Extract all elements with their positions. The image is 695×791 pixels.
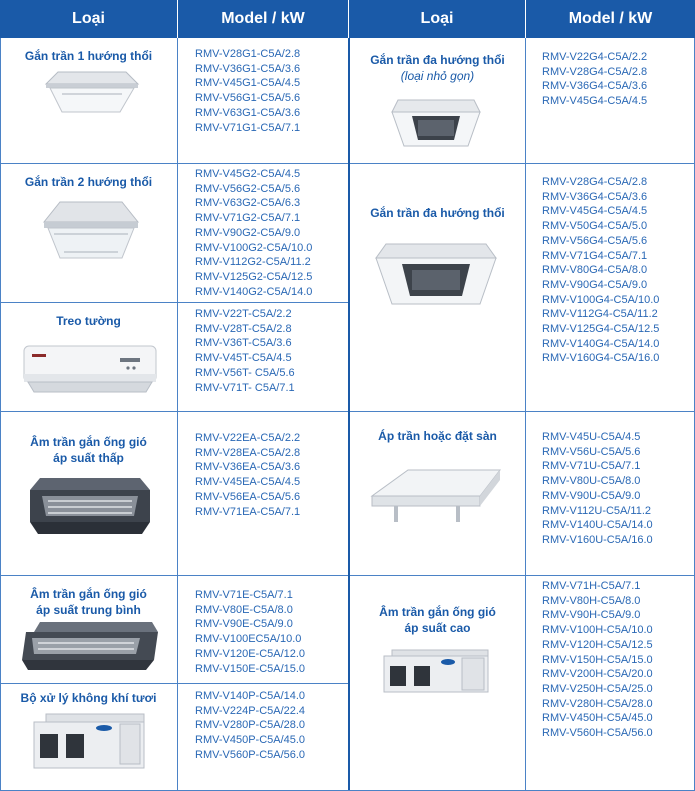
model-item: RMV-V140G2-C5A/14.0 [195, 285, 313, 298]
model-item: RMV-V450P-C5A/45.0 [195, 734, 306, 747]
model-list [195, 47, 300, 135]
unit-type-name: Âm trần gắn ống gió áp suất thấp [30, 435, 147, 465]
model-item: RMV-V112G2-C5A/11.2 [195, 256, 311, 269]
model-item: RMV-V56G2-C5A/5.6 [195, 182, 301, 195]
model-item: RMV-V50G4-C5A/5.0 [542, 220, 648, 233]
model-item: RMV-V36G4-C5A/3.6 [542, 80, 648, 93]
model-list [195, 689, 305, 763]
model-item: RMV-V71G1-C5A/7.1 [195, 121, 301, 134]
model-item: RMV-V45G2-C5A/4.5 [195, 168, 301, 180]
header-type-right: Loại [349, 0, 525, 38]
model-item: RMV-V56G4-C5A/5.6 [542, 234, 648, 247]
model-item: RMV-V28EA-C5A/2.8 [195, 446, 301, 459]
unit-type-name [350, 52, 525, 84]
model-item: RMV-V112U-C5A/11.2 [542, 504, 652, 517]
ceiling-floor-unit-icon [368, 466, 504, 526]
model-item: RMV-V140G4-C5A/14.0 [542, 337, 660, 350]
model-item: RMV-V22T-C5A/2.2 [195, 308, 292, 320]
model-list [195, 307, 295, 395]
wall-mounted-unit-icon [22, 344, 158, 396]
model-item: RMV-V80G4-C5A/8.0 [542, 264, 648, 277]
model-item: RMV-V100H-C5A/10.0 [542, 624, 653, 637]
model-item: RMV-V36G4-C5A/3.6 [542, 190, 648, 203]
cassette-unit-icon [372, 240, 500, 308]
model-item: RMV-V45T-C5A/4.5 [195, 352, 292, 365]
model-item: RMV-V56U-C5A/5.6 [542, 445, 641, 458]
model-item: RMV-V28G4-C5A/2.8 [542, 65, 648, 78]
unit-type-name: Bộ xử lý không khí tươi [20, 691, 157, 705]
model-item: RMV-V71E-C5A/7.1 [195, 589, 293, 601]
model-item: RMV-V71EA-C5A/7.1 [195, 505, 301, 518]
unit-type-name: Gắn trần 1 hướng thổi [24, 49, 153, 63]
model-item: RMV-V56G1-C5A/5.6 [195, 92, 301, 105]
model-item: RMV-V45U-C5A/4.5 [542, 431, 641, 443]
model-item: RMV-V280P-C5A/28.0 [195, 719, 306, 732]
model-item: RMV-V22G4-C5A/2.2 [542, 51, 648, 63]
model-item: RMV-V125G2-C5A/12.5 [195, 270, 313, 283]
model-item: RMV-V28G4-C5A/2.8 [542, 176, 648, 188]
model-item: RMV-V112G4-C5A/11.2 [542, 308, 658, 321]
model-item: RMV-V224P-C5A/22.4 [195, 704, 306, 717]
grid-line [0, 411, 348, 412]
ceiling-2way-unit-icon [38, 200, 144, 262]
model-item: RMV-V71G2-C5A/7.1 [195, 212, 301, 225]
model-item: RMV-V280H-C5A/28.0 [542, 697, 653, 710]
model-item: RMV-V560H-C5A/56.0 [542, 727, 653, 740]
model-item: RMV-V200H-C5A/20.0 [542, 668, 653, 681]
model-item: RMV-V90G4-C5A/9.0 [542, 278, 648, 291]
header-type-left: Loại [0, 0, 177, 38]
model-list [542, 579, 653, 741]
grid-line [350, 163, 695, 164]
model-item: RMV-V250H-C5A/25.0 [542, 682, 653, 695]
model-item: RMV-V22EA-C5A/2.2 [195, 432, 301, 444]
model-item: RMV-V45G1-C5A/4.5 [195, 77, 301, 90]
model-item: RMV-V28G1-C5A/2.8 [195, 48, 301, 60]
high-pressure-duct-unit-icon [382, 648, 492, 696]
model-list [542, 50, 647, 109]
model-item: RMV-V71H-C5A/7.1 [542, 580, 641, 592]
model-item: RMV-V56T- C5A/5.6 [195, 366, 295, 379]
unit-type-name: Treo tường [56, 314, 121, 328]
medium-pressure-duct-unit-icon [20, 620, 160, 672]
model-item: RMV-V160G4-C5A/16.0 [542, 352, 660, 365]
model-item: RMV-V36EA-C5A/3.6 [195, 461, 301, 474]
model-item: RMV-V80U-C5A/8.0 [542, 475, 641, 488]
model-list [195, 588, 305, 676]
grid-line [0, 575, 348, 576]
unit-type-name: Áp trần hoặc đặt sàn [378, 429, 497, 443]
grid-line [0, 683, 348, 684]
compact-cassette-unit-icon [388, 92, 484, 150]
low-pressure-duct-unit-icon [28, 476, 152, 536]
header-model-right: Model / kW [526, 0, 695, 38]
model-list [542, 175, 659, 366]
model-item: RMV-V120E-C5A/12.0 [195, 647, 306, 660]
model-item: RMV-V71T- C5A/7.1 [195, 381, 295, 394]
model-item: RMV-V450H-C5A/45.0 [542, 712, 653, 725]
model-item: RMV-V160U-C5A/16.0 [542, 533, 653, 546]
model-item: RMV-V140P-C5A/14.0 [195, 690, 306, 702]
header-model-left: Model / kW [178, 0, 348, 38]
model-item: RMV-V90H-C5A/9.0 [542, 609, 641, 622]
model-item: RMV-V45EA-C5A/4.5 [195, 476, 301, 489]
model-list [195, 167, 312, 299]
model-item: RMV-V45G4-C5A/4.5 [542, 95, 648, 108]
model-item: RMV-V90U-C5A/9.0 [542, 489, 641, 502]
model-item: RMV-V150E-C5A/15.0 [195, 662, 306, 675]
model-item: RMV-V36T-C5A/3.6 [195, 337, 292, 350]
model-item: RMV-V125G4-C5A/12.5 [542, 323, 660, 336]
unit-type-name: Gắn trần 2 hướng thổi [24, 175, 153, 189]
model-list [195, 431, 300, 519]
unit-type-name: Âm trần gắn ống gió áp suất cao [379, 605, 496, 635]
model-item: RMV-V63G2-C5A/6.3 [195, 197, 301, 210]
model-item: RMV-V90G2-C5A/9.0 [195, 226, 301, 239]
model-list [542, 430, 653, 548]
model-item: RMV-V80E-C5A/8.0 [195, 603, 293, 616]
ceiling-1way-unit-icon [40, 70, 140, 115]
grid-line [525, 38, 526, 791]
model-item: RMV-V150H-C5A/15.0 [542, 653, 653, 666]
model-item: RMV-V63G1-C5A/3.6 [195, 106, 301, 119]
model-item: RMV-V71U-C5A/7.1 [542, 460, 641, 473]
grid-line [348, 38, 350, 791]
model-item: RMV-V560P-C5A/56.0 [195, 748, 306, 761]
model-item: RMV-V80H-C5A/8.0 [542, 594, 641, 607]
grid-line [0, 38, 1, 791]
grid-line [350, 575, 695, 576]
grid-line [0, 163, 348, 164]
grid-line [177, 38, 178, 791]
model-item: RMV-V100G2-C5A/10.0 [195, 241, 313, 254]
model-item: RMV-V45G4-C5A/4.5 [542, 205, 648, 218]
model-item: RMV-V36G1-C5A/3.6 [195, 62, 301, 75]
unit-type-subtitle: (loại nhỏ gọn) [400, 69, 475, 83]
model-item: RMV-V100EC5A/10.0 [195, 633, 302, 646]
unit-type-name: Âm trần gắn ống gió áp suất trung bình [30, 587, 147, 617]
model-item: RMV-V100G4-C5A/10.0 [542, 293, 660, 306]
model-item: RMV-V140U-C5A/14.0 [542, 519, 653, 532]
model-item: RMV-V120H-C5A/12.5 [542, 638, 653, 651]
model-item: RMV-V90E-C5A/9.0 [195, 618, 293, 631]
fresh-air-unit-icon [32, 712, 148, 774]
grid-line [0, 302, 348, 303]
unit-type-title: Gắn trần đa hướng thổi [370, 53, 505, 67]
model-item: RMV-V28T-C5A/2.8 [195, 322, 292, 335]
model-item: RMV-V71G4-C5A/7.1 [542, 249, 648, 262]
unit-type-name: Gắn trần đa hướng thổi [370, 206, 505, 220]
grid-line [350, 411, 695, 412]
model-item: RMV-V56EA-C5A/5.6 [195, 490, 301, 503]
